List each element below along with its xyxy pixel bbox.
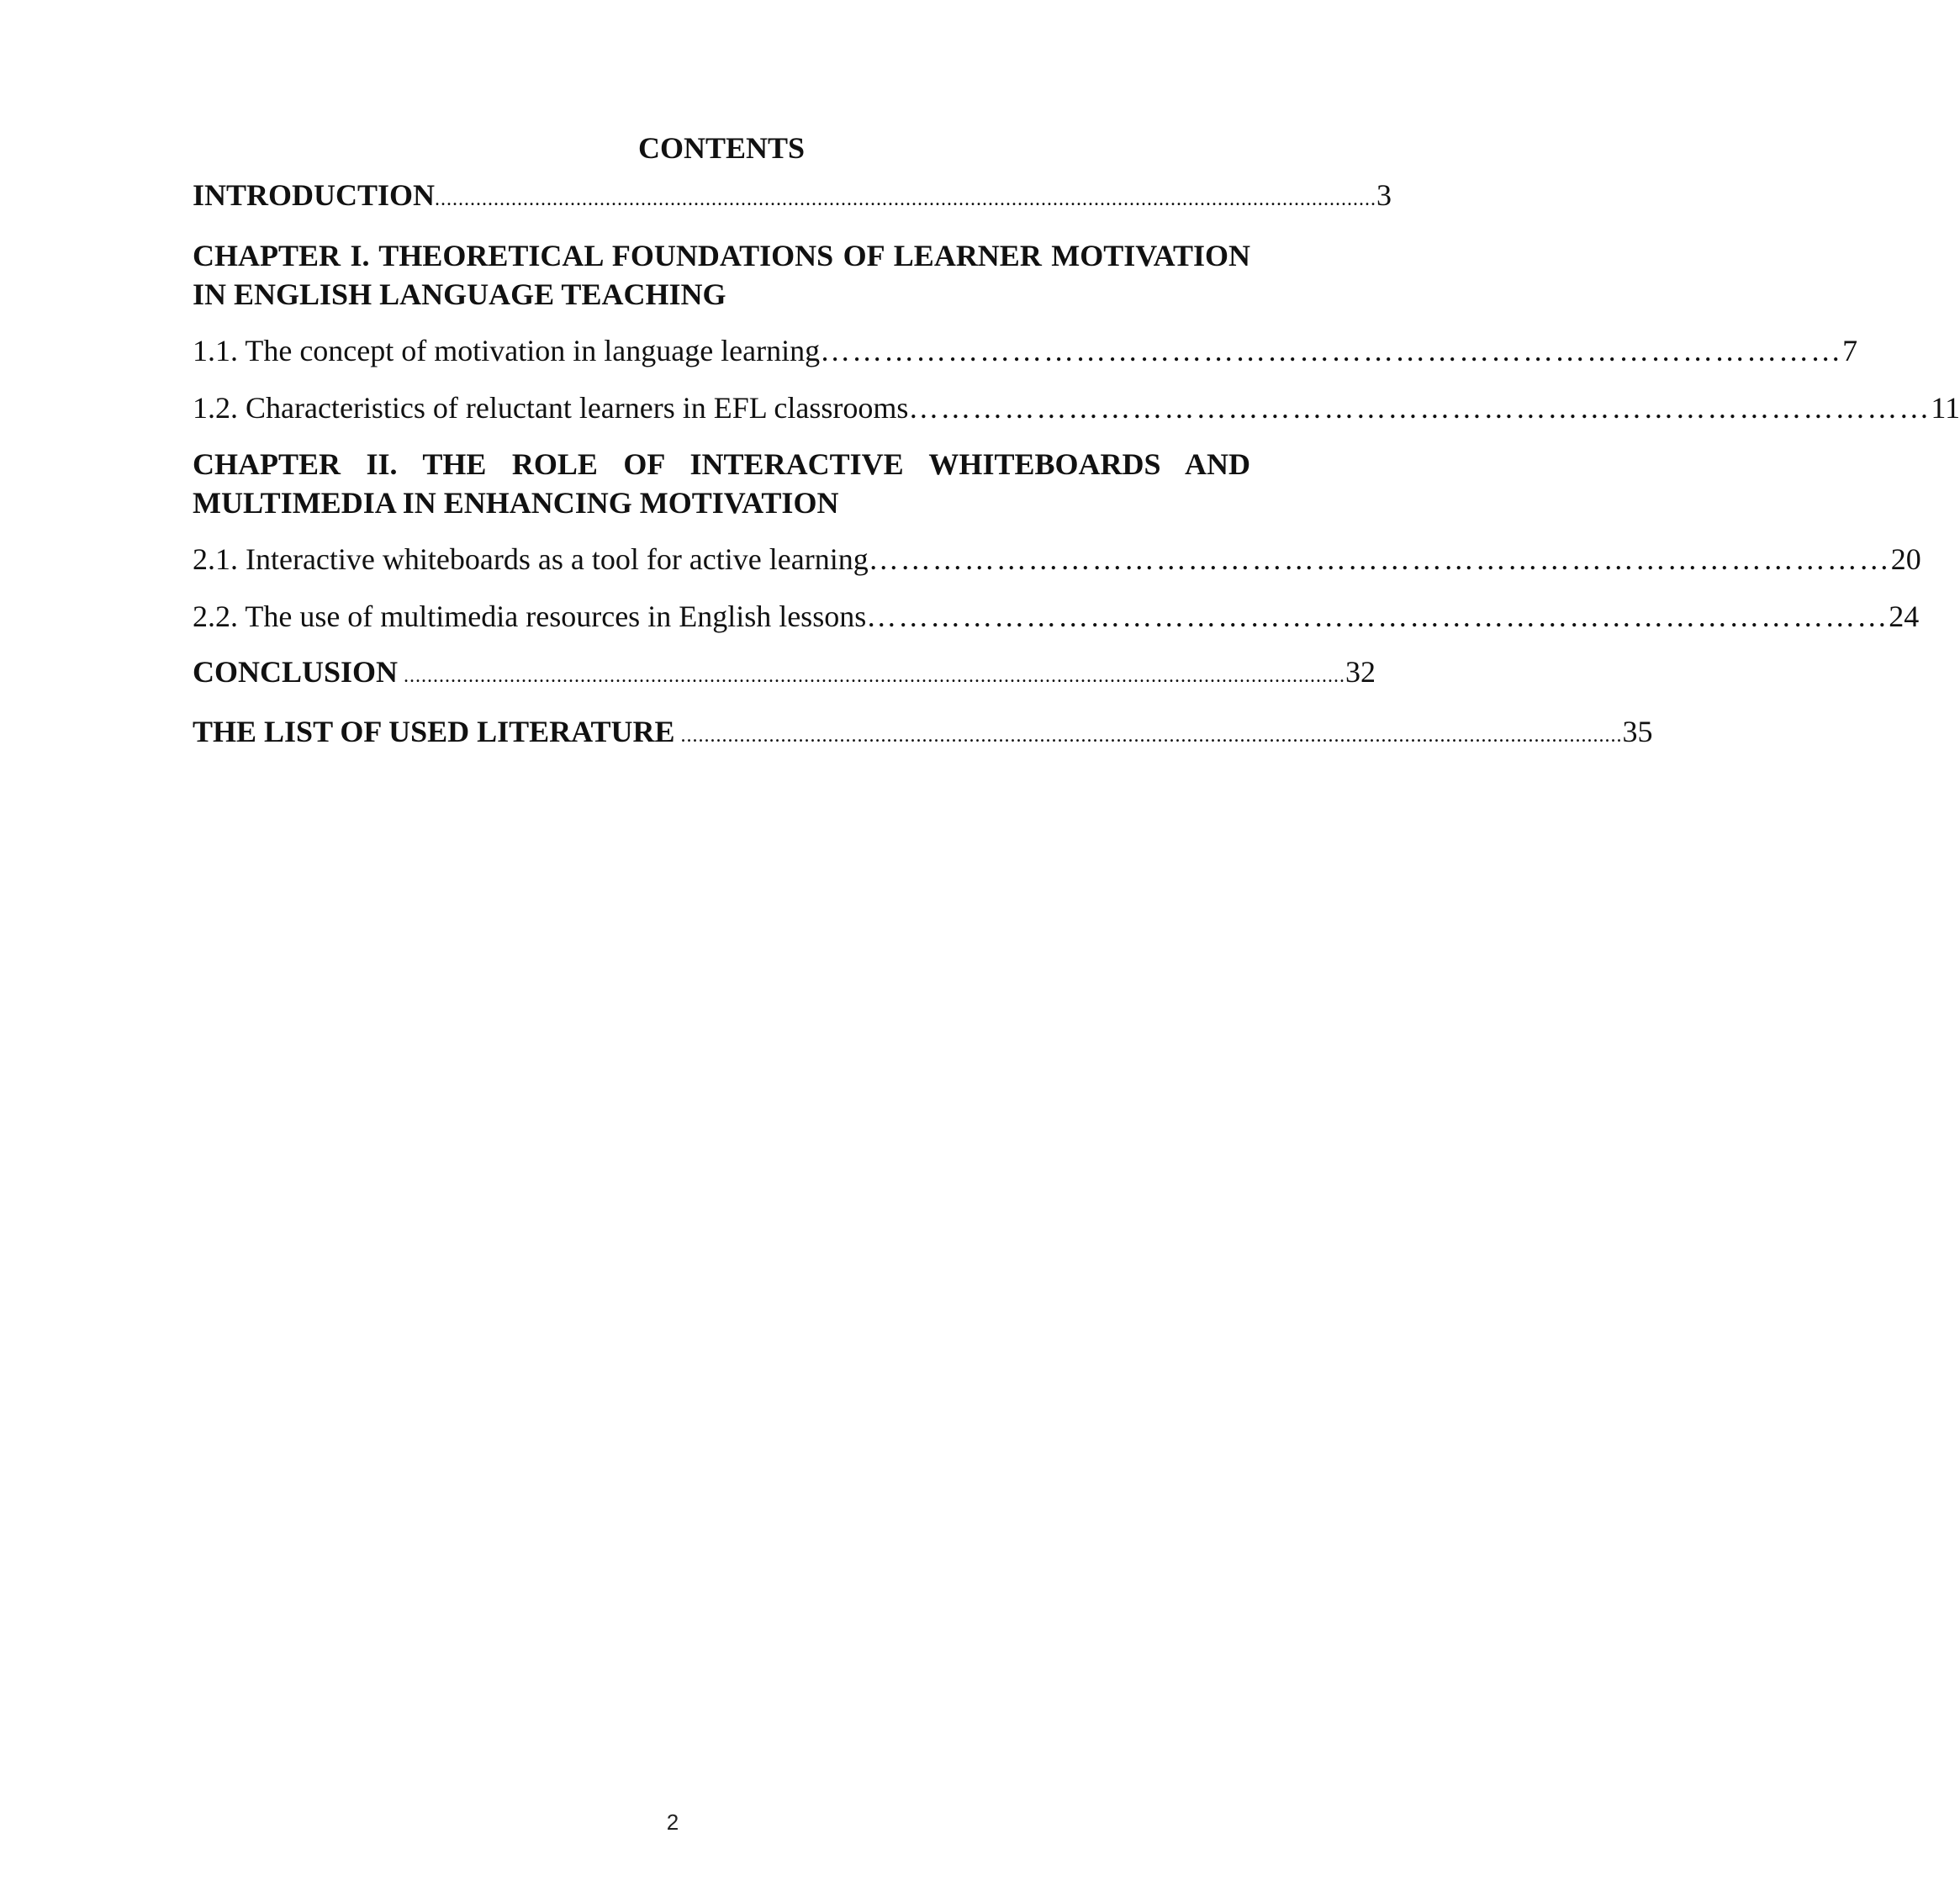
- toc-entry-page: 24: [1889, 600, 1920, 633]
- toc-chapter-1-heading: CHAPTER I. THEORETICAL FOUNDATIONS OF LEARNER MOTIVATION IN ENGLISH LANGUAGE TEACHING: [193, 239, 1250, 311]
- leader-dots: ……………………………………………………………………………………: [908, 391, 1931, 425]
- leader-dots: ……………………………………………………………………………………: [820, 334, 1843, 367]
- leader-dots: ................................................................................................................................................................: [435, 188, 1377, 210]
- contents-heading: CONTENTS: [637, 131, 806, 165]
- toc-entry-conclusion: [193, 653, 1376, 695]
- toc-entry-literature: [193, 713, 1653, 754]
- toc-entry-page: 32: [1345, 655, 1376, 689]
- toc-entry-1-2: [193, 389, 1960, 426]
- toc-entry-label: INTRODUCTION: [193, 178, 436, 212]
- toc-entry-1-1: [193, 332, 1858, 369]
- toc-entry-page: 7: [1842, 334, 1858, 367]
- toc-entry-label: CONCLUSION: [193, 655, 399, 689]
- toc-entry-page: 20: [1890, 542, 1921, 576]
- page-number: 2: [666, 1810, 679, 1835]
- table-of-contents: [193, 126, 1960, 754]
- toc-entry-page: 11: [1931, 391, 1960, 425]
- leader-dots: ................................................................................................................................................................: [398, 665, 1346, 687]
- toc-entry-page: 35: [1622, 715, 1653, 748]
- toc-chapter-2-heading: CHAPTER II. THE ROLE OF INTERACTIVE WHITEBOARDS AND MULTIMEDIA IN ENHANCING MOTIVATION: [193, 447, 1250, 520]
- leader-dots: ……………………………………………………………………………………: [866, 600, 1889, 633]
- leader-dots: ……………………………………………………………………………………: [868, 542, 1891, 576]
- toc-entry-2-1: [193, 541, 1921, 578]
- toc-entry-label: 1.2. Characteristics of reluctant learners in EFL classrooms: [193, 391, 909, 425]
- toc-entry-page: 3: [1376, 178, 1392, 212]
- leader-dots: ................................................................................................................................................................: [674, 725, 1623, 747]
- toc-entry-2-2: [193, 598, 1920, 635]
- toc-entry-label: 2.1. Interactive whiteboards as a tool for active learning: [193, 542, 869, 576]
- toc-entry-label: THE LIST OF USED LITERATURE: [193, 715, 675, 748]
- toc-entry-label: 2.2. The use of multimedia resources in English lessons: [193, 600, 867, 633]
- toc-entry-label: 1.1. The concept of motivation in language learning: [193, 334, 821, 367]
- toc-entry-introduction: [193, 177, 1392, 218]
